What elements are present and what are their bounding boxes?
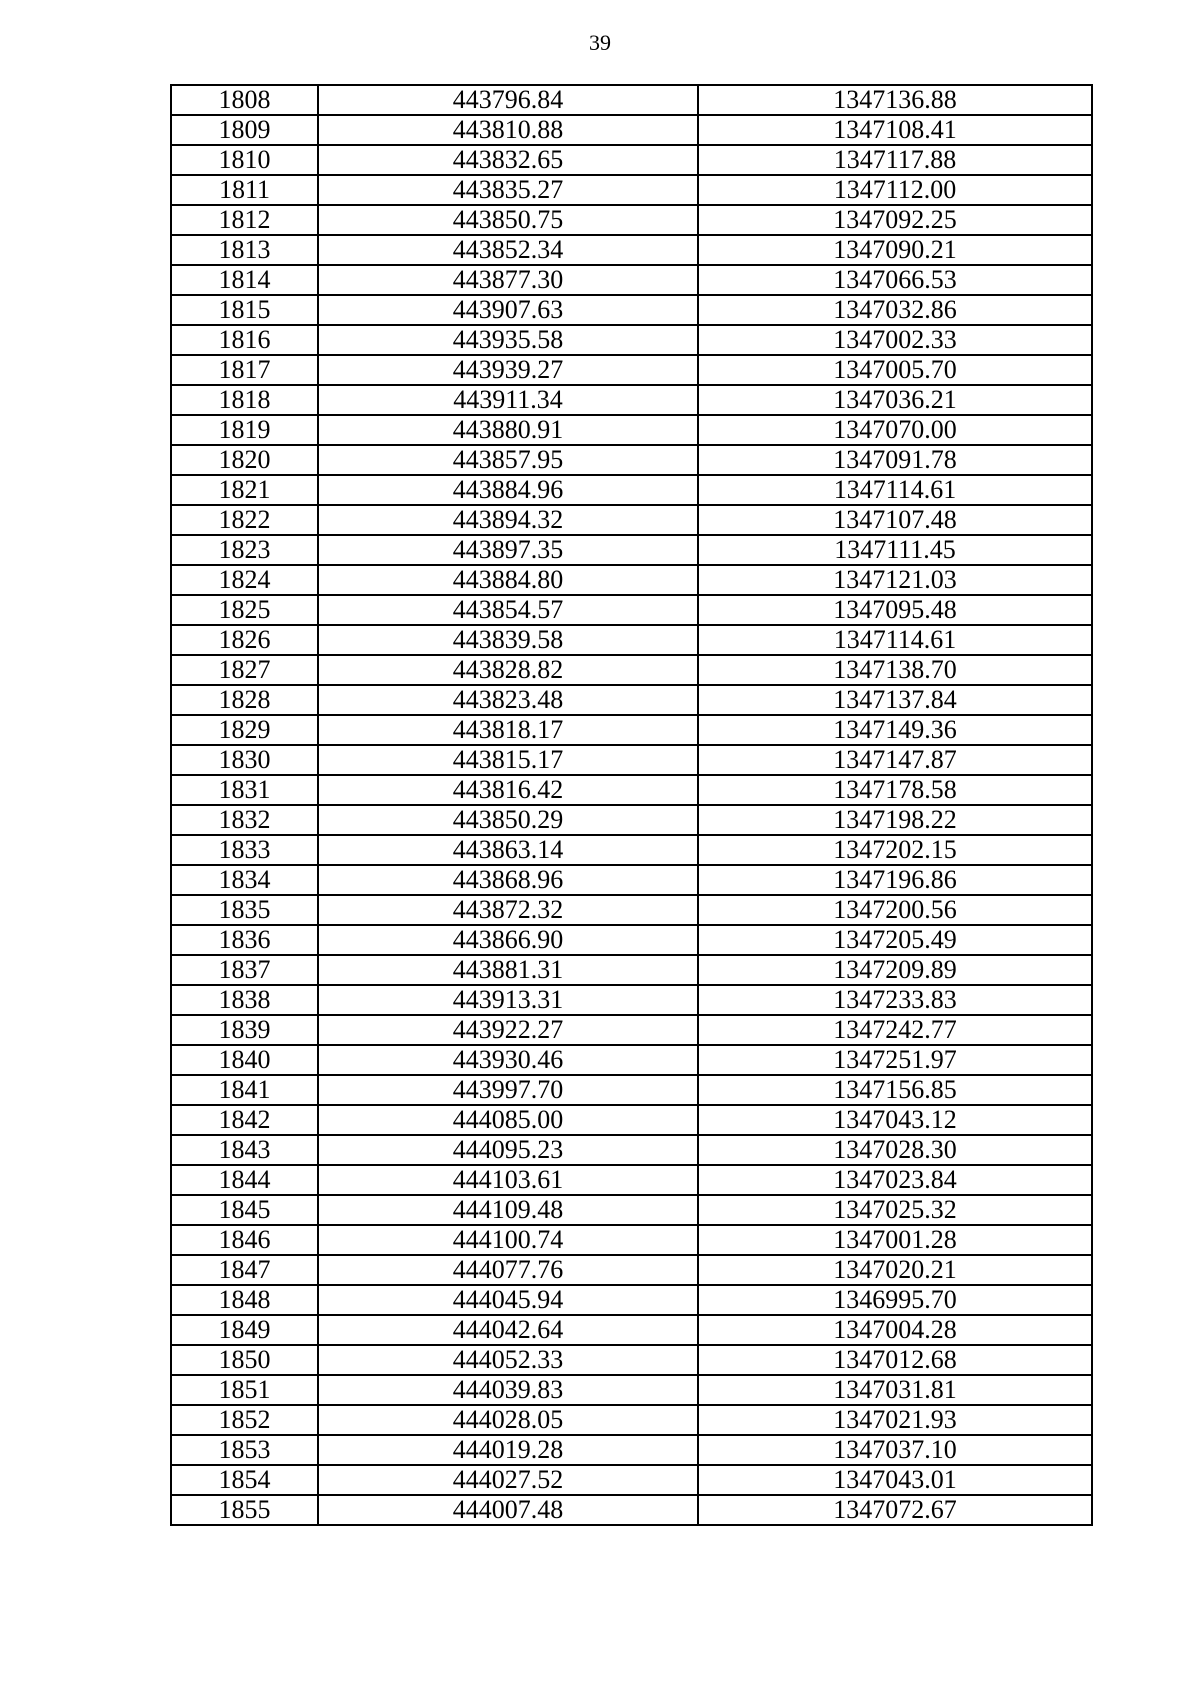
point-number-cell: 1811 <box>171 175 318 205</box>
point-number-cell: 1817 <box>171 355 318 385</box>
y-coordinate-cell: 1347156.85 <box>698 1075 1092 1105</box>
point-number-cell: 1813 <box>171 235 318 265</box>
y-coordinate-cell: 1347108.41 <box>698 115 1092 145</box>
table-row <box>171 1315 1092 1345</box>
x-coordinate-cell: 444019.28 <box>318 1435 698 1465</box>
x-coordinate-cell: 443930.46 <box>318 1045 698 1075</box>
x-coordinate-cell: 443810.88 <box>318 115 698 145</box>
y-coordinate-cell: 1347031.81 <box>698 1375 1092 1405</box>
point-number-cell: 1845 <box>171 1195 318 1225</box>
y-coordinate-cell: 1347112.00 <box>698 175 1092 205</box>
point-number-cell: 1819 <box>171 415 318 445</box>
table-row <box>171 145 1092 175</box>
table-row <box>171 295 1092 325</box>
y-coordinate-cell: 1347147.87 <box>698 745 1092 775</box>
table-row <box>171 1225 1092 1255</box>
x-coordinate-cell: 444077.76 <box>318 1255 698 1285</box>
table-row <box>171 1285 1092 1315</box>
point-number-cell: 1809 <box>171 115 318 145</box>
point-number-cell: 1855 <box>171 1495 318 1525</box>
y-coordinate-cell: 1347137.84 <box>698 685 1092 715</box>
point-number-cell: 1824 <box>171 565 318 595</box>
x-coordinate-cell: 443880.91 <box>318 415 698 445</box>
x-coordinate-cell: 443850.29 <box>318 805 698 835</box>
y-coordinate-cell: 1347117.88 <box>698 145 1092 175</box>
x-coordinate-cell: 443857.95 <box>318 445 698 475</box>
table-row <box>171 865 1092 895</box>
table-row <box>171 385 1092 415</box>
point-number-cell: 1810 <box>171 145 318 175</box>
table-row <box>171 1195 1092 1225</box>
table-row <box>171 655 1092 685</box>
y-coordinate-cell: 1347198.22 <box>698 805 1092 835</box>
y-coordinate-cell: 1347205.49 <box>698 925 1092 955</box>
x-coordinate-cell: 444109.48 <box>318 1195 698 1225</box>
y-coordinate-cell: 1347242.77 <box>698 1015 1092 1045</box>
x-coordinate-cell: 444052.33 <box>318 1345 698 1375</box>
point-number-cell: 1823 <box>171 535 318 565</box>
table-row <box>171 1345 1092 1375</box>
point-number-cell: 1820 <box>171 445 318 475</box>
x-coordinate-cell: 444042.64 <box>318 1315 698 1345</box>
x-coordinate-cell: 443913.31 <box>318 985 698 1015</box>
table-row <box>171 985 1092 1015</box>
y-coordinate-cell: 1347066.53 <box>698 265 1092 295</box>
x-coordinate-cell: 443884.80 <box>318 565 698 595</box>
x-coordinate-cell: 444039.83 <box>318 1375 698 1405</box>
y-coordinate-cell: 1347032.86 <box>698 295 1092 325</box>
table-row <box>171 85 1092 115</box>
x-coordinate-cell: 443868.96 <box>318 865 698 895</box>
table-row <box>171 805 1092 835</box>
table-row <box>171 205 1092 235</box>
table-row <box>171 355 1092 385</box>
x-coordinate-cell: 443828.82 <box>318 655 698 685</box>
x-coordinate-cell: 443832.65 <box>318 145 698 175</box>
y-coordinate-cell: 1347072.67 <box>698 1495 1092 1525</box>
x-coordinate-cell: 444007.48 <box>318 1495 698 1525</box>
point-number-cell: 1829 <box>171 715 318 745</box>
point-number-cell: 1843 <box>171 1135 318 1165</box>
x-coordinate-cell: 443911.34 <box>318 385 698 415</box>
x-coordinate-cell: 443894.32 <box>318 505 698 535</box>
table-row <box>171 895 1092 925</box>
point-number-cell: 1831 <box>171 775 318 805</box>
table-row <box>171 595 1092 625</box>
point-number-cell: 1822 <box>171 505 318 535</box>
y-coordinate-cell: 1347028.30 <box>698 1135 1092 1165</box>
x-coordinate-cell: 444027.52 <box>318 1465 698 1495</box>
x-coordinate-cell: 443854.57 <box>318 595 698 625</box>
table-row <box>171 625 1092 655</box>
x-coordinate-cell: 443823.48 <box>318 685 698 715</box>
point-number-cell: 1844 <box>171 1165 318 1195</box>
table-row <box>171 1015 1092 1045</box>
point-number-cell: 1828 <box>171 685 318 715</box>
y-coordinate-cell: 1347025.32 <box>698 1195 1092 1225</box>
y-coordinate-cell: 1347196.86 <box>698 865 1092 895</box>
table-row <box>171 475 1092 505</box>
table-row <box>171 505 1092 535</box>
x-coordinate-cell: 444095.23 <box>318 1135 698 1165</box>
x-coordinate-cell: 444028.05 <box>318 1405 698 1435</box>
y-coordinate-cell: 1347091.78 <box>698 445 1092 475</box>
y-coordinate-cell: 1347111.45 <box>698 535 1092 565</box>
y-coordinate-cell: 1347070.00 <box>698 415 1092 445</box>
y-coordinate-cell: 1347209.89 <box>698 955 1092 985</box>
table-row <box>171 115 1092 145</box>
x-coordinate-cell: 443884.96 <box>318 475 698 505</box>
table-row <box>171 775 1092 805</box>
point-number-cell: 1837 <box>171 955 318 985</box>
x-coordinate-cell: 443850.75 <box>318 205 698 235</box>
table-row <box>171 1405 1092 1435</box>
table-row <box>171 745 1092 775</box>
coordinates-table <box>170 84 1093 1526</box>
point-number-cell: 1849 <box>171 1315 318 1345</box>
x-coordinate-cell: 443852.34 <box>318 235 698 265</box>
y-coordinate-cell: 1347021.93 <box>698 1405 1092 1435</box>
point-number-cell: 1834 <box>171 865 318 895</box>
x-coordinate-cell: 443997.70 <box>318 1075 698 1105</box>
x-coordinate-cell: 443866.90 <box>318 925 698 955</box>
y-coordinate-cell: 1347002.33 <box>698 325 1092 355</box>
point-number-cell: 1815 <box>171 295 318 325</box>
y-coordinate-cell: 1347012.68 <box>698 1345 1092 1375</box>
point-number-cell: 1851 <box>171 1375 318 1405</box>
point-number-cell: 1833 <box>171 835 318 865</box>
table-row <box>171 1135 1092 1165</box>
point-number-cell: 1832 <box>171 805 318 835</box>
y-coordinate-cell: 1347092.25 <box>698 205 1092 235</box>
point-number-cell: 1847 <box>171 1255 318 1285</box>
y-coordinate-cell: 1347202.15 <box>698 835 1092 865</box>
x-coordinate-cell: 443818.17 <box>318 715 698 745</box>
page-number: 39 <box>589 30 611 55</box>
point-number-cell: 1841 <box>171 1075 318 1105</box>
y-coordinate-cell: 1347233.83 <box>698 985 1092 1015</box>
point-number-cell: 1848 <box>171 1285 318 1315</box>
y-coordinate-cell: 1347001.28 <box>698 1225 1092 1255</box>
x-coordinate-cell: 443897.35 <box>318 535 698 565</box>
y-coordinate-cell: 1347114.61 <box>698 625 1092 655</box>
table-row <box>171 565 1092 595</box>
y-coordinate-cell: 1347149.36 <box>698 715 1092 745</box>
table-row <box>171 835 1092 865</box>
point-number-cell: 1854 <box>171 1465 318 1495</box>
x-coordinate-cell: 443839.58 <box>318 625 698 655</box>
point-number-cell: 1835 <box>171 895 318 925</box>
x-coordinate-cell: 443863.14 <box>318 835 698 865</box>
point-number-cell: 1818 <box>171 385 318 415</box>
y-coordinate-cell: 1347043.12 <box>698 1105 1092 1135</box>
point-number-cell: 1825 <box>171 595 318 625</box>
table-row <box>171 175 1092 205</box>
table-row <box>171 955 1092 985</box>
y-coordinate-cell: 1347200.56 <box>698 895 1092 925</box>
point-number-cell: 1812 <box>171 205 318 235</box>
x-coordinate-cell: 443872.32 <box>318 895 698 925</box>
table-row <box>171 235 1092 265</box>
table-row <box>171 1045 1092 1075</box>
y-coordinate-cell: 1347136.88 <box>698 85 1092 115</box>
table-row <box>171 1255 1092 1285</box>
y-coordinate-cell: 1347121.03 <box>698 565 1092 595</box>
x-coordinate-cell: 443835.27 <box>318 175 698 205</box>
point-number-cell: 1808 <box>171 85 318 115</box>
y-coordinate-cell: 1347114.61 <box>698 475 1092 505</box>
point-number-cell: 1821 <box>171 475 318 505</box>
table-row <box>171 685 1092 715</box>
y-coordinate-cell: 1347004.28 <box>698 1315 1092 1345</box>
y-coordinate-cell: 1347037.10 <box>698 1435 1092 1465</box>
x-coordinate-cell: 443935.58 <box>318 325 698 355</box>
y-coordinate-cell: 1347036.21 <box>698 385 1092 415</box>
x-coordinate-cell: 444100.74 <box>318 1225 698 1255</box>
x-coordinate-cell: 444103.61 <box>318 1165 698 1195</box>
point-number-cell: 1839 <box>171 1015 318 1045</box>
point-number-cell: 1850 <box>171 1345 318 1375</box>
table-row <box>171 1105 1092 1135</box>
point-number-cell: 1827 <box>171 655 318 685</box>
y-coordinate-cell: 1347090.21 <box>698 235 1092 265</box>
point-number-cell: 1826 <box>171 625 318 655</box>
point-number-cell: 1830 <box>171 745 318 775</box>
table-row <box>171 325 1092 355</box>
x-coordinate-cell: 443881.31 <box>318 955 698 985</box>
x-coordinate-cell: 444085.00 <box>318 1105 698 1135</box>
table-row <box>171 1435 1092 1465</box>
point-number-cell: 1853 <box>171 1435 318 1465</box>
table-row <box>171 1075 1092 1105</box>
point-number-cell: 1852 <box>171 1405 318 1435</box>
table-row <box>171 1465 1092 1495</box>
table-row <box>171 1495 1092 1525</box>
point-number-cell: 1814 <box>171 265 318 295</box>
y-coordinate-cell: 1347020.21 <box>698 1255 1092 1285</box>
x-coordinate-cell: 443877.30 <box>318 265 698 295</box>
y-coordinate-cell: 1346995.70 <box>698 1285 1092 1315</box>
point-number-cell: 1840 <box>171 1045 318 1075</box>
x-coordinate-cell: 443922.27 <box>318 1015 698 1045</box>
x-coordinate-cell: 443907.63 <box>318 295 698 325</box>
table-row <box>171 415 1092 445</box>
y-coordinate-cell: 1347138.70 <box>698 655 1092 685</box>
y-coordinate-cell: 1347178.58 <box>698 775 1092 805</box>
coordinates-table-body <box>171 85 1092 1525</box>
x-coordinate-cell: 443815.17 <box>318 745 698 775</box>
y-coordinate-cell: 1347005.70 <box>698 355 1092 385</box>
y-coordinate-cell: 1347023.84 <box>698 1165 1092 1195</box>
table-row <box>171 1165 1092 1195</box>
table-row <box>171 445 1092 475</box>
table-row <box>171 265 1092 295</box>
table-row <box>171 535 1092 565</box>
point-number-cell: 1816 <box>171 325 318 355</box>
x-coordinate-cell: 443796.84 <box>318 85 698 115</box>
x-coordinate-cell: 443939.27 <box>318 355 698 385</box>
y-coordinate-cell: 1347095.48 <box>698 595 1092 625</box>
x-coordinate-cell: 443816.42 <box>318 775 698 805</box>
point-number-cell: 1838 <box>171 985 318 1015</box>
table-row <box>171 925 1092 955</box>
point-number-cell: 1842 <box>171 1105 318 1135</box>
point-number-cell: 1836 <box>171 925 318 955</box>
table-row <box>171 1375 1092 1405</box>
x-coordinate-cell: 444045.94 <box>318 1285 698 1315</box>
table-row <box>171 715 1092 745</box>
y-coordinate-cell: 1347043.01 <box>698 1465 1092 1495</box>
y-coordinate-cell: 1347251.97 <box>698 1045 1092 1075</box>
y-coordinate-cell: 1347107.48 <box>698 505 1092 535</box>
point-number-cell: 1846 <box>171 1225 318 1255</box>
